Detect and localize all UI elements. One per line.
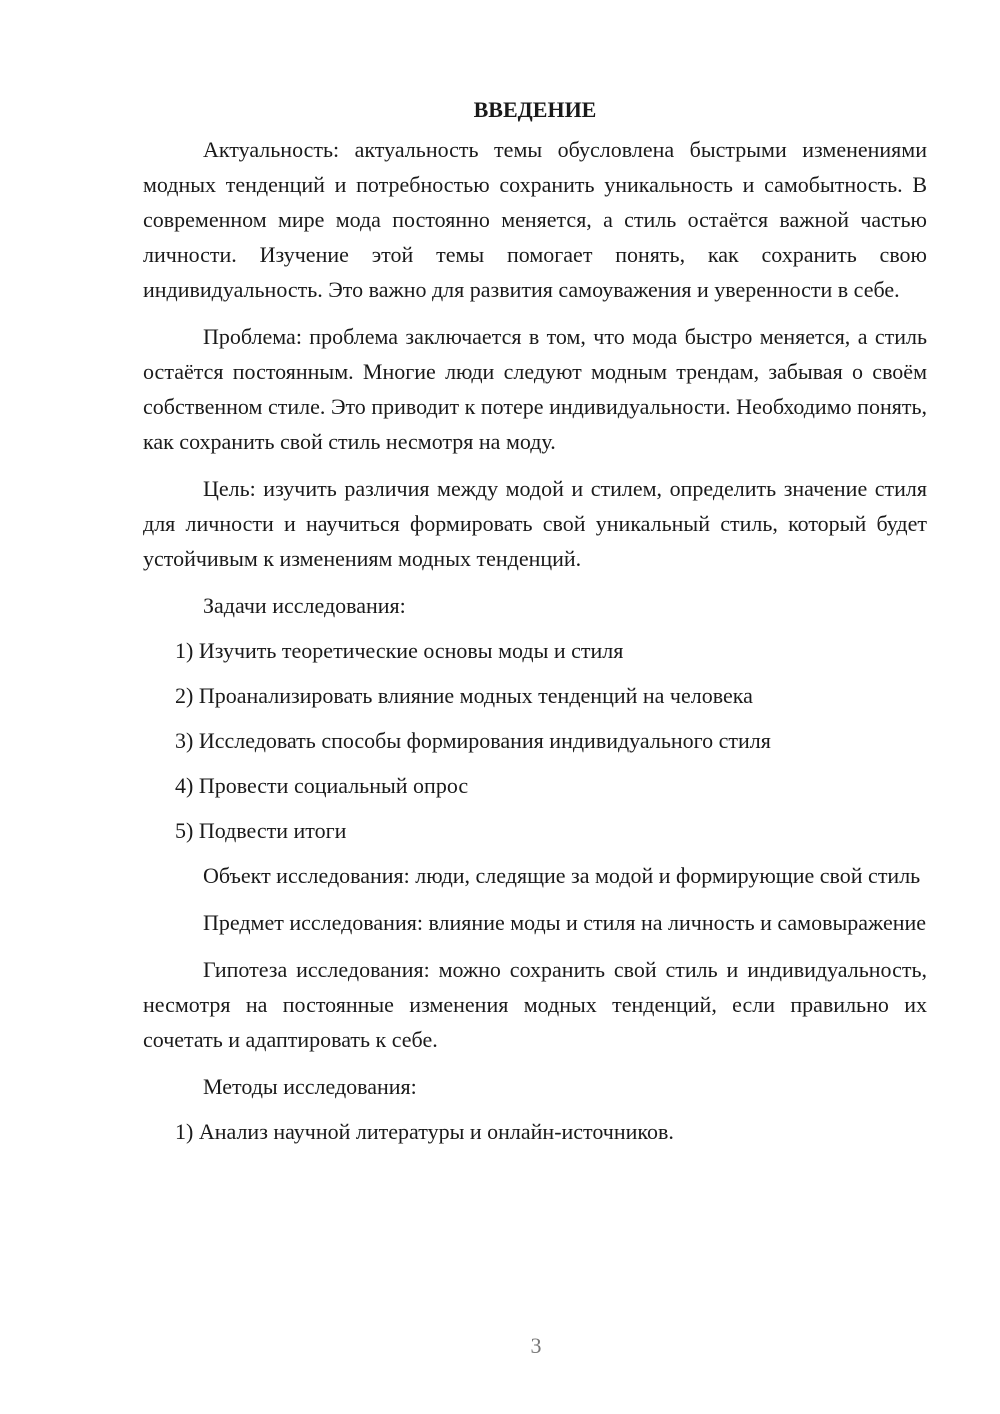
page-title: ВВЕДЕНИЕ [473, 97, 597, 122]
tasks-heading: Задачи исследования: [203, 593, 406, 618]
task-item: 4) Провести социальный опрос [175, 773, 469, 798]
method-item: 1) Анализ научной литературы и онлайн-источников. [175, 1119, 674, 1144]
methods-heading: Методы исследования: [203, 1074, 417, 1099]
subject-paragraph: Предмет исследования: влияние моды и стиля на личность и самовыражение [203, 910, 927, 935]
task-item: 2) Проанализировать влияние модных тенденций на человека [175, 683, 753, 708]
document-page [143, 92, 927, 1159]
task-item: 3) Исследовать способы формирования индивидуального стиля [175, 728, 771, 753]
hypothesis-paragraph: Гипотеза исследования: можно сохранить свой стиль и индивидуальность, несмотря на постоянные изменения модных тенденций, если правильно их сочетать и адаптировать к себе. [143, 957, 927, 1052]
relevance-paragraph: Актуальность: актуальность темы обусловлена быстрыми изменениями модных тенденций и потребностью сохранить уникальность и самобытность. В современном мире мода постоянно меняется, а стиль остаётся важной частью личности. Изучение этой темы помогает понять, как сохранить свою индивидуальность. Это важно для развития самоуважения и уверенности в себе. [143, 137, 927, 302]
page-number: 3 [530, 1333, 542, 1358]
task-item: 5) Подвести итоги [175, 818, 347, 843]
task-item: 1) Изучить теоретические основы моды и стиля [175, 638, 624, 663]
goal-paragraph: Цель: изучить различия между модой и стилем, определить значение стиля для личности и научиться формировать свой уникальный стиль, который будет устойчивым к изменениям модных тенденций. [143, 476, 927, 571]
problem-paragraph: Проблема: проблема заключается в том, что мода быстро меняется, а стиль остаётся постоянным. Многие люди следуют модным трендам, забывая о своём собственном стиле. Это приводит к потере индивидуальности. Необходимо понять, как сохранить свой стиль несмотря на моду. [143, 324, 927, 454]
object-paragraph: Объект исследования: люди, следящие за модой и формирующие свой стиль [203, 863, 921, 888]
